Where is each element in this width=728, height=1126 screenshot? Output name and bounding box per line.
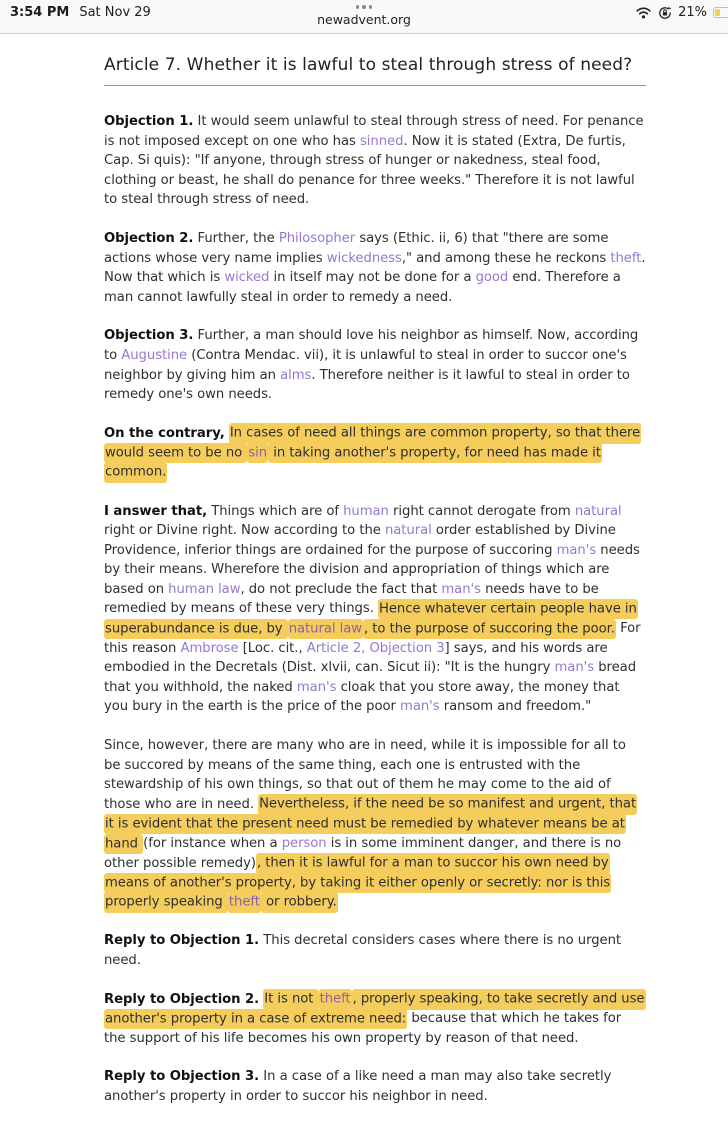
text-run: . Now it is stated (Extra, De furtis, Cap. Si quis): "If anyone, through stress of hunger or nakedness, steal food, clothing or beast, he shall do penance for three weeks." Therefore it is not lawful to steal through stress of need. — [104, 133, 635, 208]
text-link[interactable]: man's — [556, 542, 597, 558]
article-paragraph — [104, 1067, 646, 1106]
text-run: , do not preclude the fact that — [240, 581, 442, 597]
article-paragraph — [104, 112, 646, 210]
text-link[interactable]: natural — [384, 523, 432, 539]
text-run: (Contra Mendac. vii), it is unlawful to steal in order to succor one's neighbor by giving him an — [104, 347, 627, 383]
article-paragraph — [104, 990, 646, 1049]
text-run: It is not — [263, 989, 318, 1010]
text-run: This decretal considers cases where there is no urgent need. — [104, 933, 622, 968]
text-run: Further, a man should love his neighbor as himself. Now, according to — [104, 328, 639, 363]
text-run: Further, the — [193, 230, 279, 246]
text-run: needs have to be remedied by means of these very things. — [104, 581, 599, 617]
text-link[interactable]: man's — [296, 679, 337, 695]
battery-icon — [713, 7, 728, 18]
text-run: (for instance when a — [143, 836, 282, 851]
text-link[interactable]: theft — [610, 250, 642, 266]
clock-time: 3:54 PM — [10, 5, 70, 20]
article-paragraph — [104, 229, 646, 307]
text-link[interactable]: human law — [168, 581, 241, 597]
article-paragraph — [104, 931, 646, 970]
paragraph-lead: Reply to Objection 2. — [104, 991, 260, 1007]
paragraph-lead: Objection 2. — [104, 230, 194, 246]
text-run: in itself may not be done for a — [269, 270, 476, 286]
text-run: end. Therefore a man cannot lawfully steal in order to remedy a need. — [104, 270, 621, 305]
text-link[interactable]: man's — [400, 699, 440, 715]
paragraph-lead: Reply to Objection 3. — [104, 1069, 260, 1085]
text-run: . Therefore neither is it lawful to steal in order to remedy one's own needs. — [104, 367, 630, 403]
text-run: says (Ethic. ii, 6) that "there are some actions whose very name implies — [104, 230, 609, 266]
text-run: Since, however, there are many who are in need, while it is impossible for all to be succored by means of the same thing, each one is entrusted with the stewardship of his own things, so that out of them he may come to the aid of those who are in need. — [104, 738, 626, 812]
text-run: needs by their means. Wherefore the division and appropriation of things which are based on — [104, 542, 640, 597]
text-run: right or Divine right. Now according to the — [104, 523, 385, 539]
text-run: In cases of need all things are common property, so that there would seem to be no — [104, 423, 641, 463]
text-link[interactable]: man's — [441, 581, 481, 597]
title-divider — [104, 85, 646, 86]
text-link[interactable]: alms — [280, 367, 312, 383]
article-title: Article 7. Whether it is lawful to steal through stress of need? — [104, 55, 633, 75]
text-link[interactable]: Philosopher — [278, 230, 356, 246]
text-link[interactable]: man's — [554, 660, 595, 676]
clock-date: Sat Nov 29 — [79, 5, 151, 20]
article-paragraph — [104, 326, 646, 404]
text-link[interactable]: Ambrose — [180, 640, 239, 656]
text-link[interactable]: natural — [574, 503, 622, 519]
text-link[interactable]: Augustine — [121, 347, 188, 363]
text-run: or robbery. — [261, 892, 338, 913]
text-run: , to the purpose of succoring the poor. — [363, 619, 616, 640]
text-run: cloak that you store away, the money that you bury in the earth is the price of the poor — [104, 679, 620, 715]
text-run: Nevertheless, if the need be so manifest and urgent, that it is evident that the present need must be remedied by whatever means be at hand — [104, 794, 637, 854]
paragraph-lead: On the contrary, — [104, 425, 225, 441]
text-link[interactable]: theft — [228, 892, 261, 913]
text-run: [Loc. cit., — [238, 640, 307, 656]
wifi-icon — [635, 6, 652, 19]
article-paragraph — [104, 502, 646, 718]
paragraph-lead: Objection 3. — [104, 328, 194, 344]
page-content — [0, 35, 728, 1126]
text-link[interactable]: human — [343, 503, 389, 519]
text-run: because that which he takes for the support of his life becomes his own property by reason of that need. — [104, 1011, 622, 1046]
text-run: . Now that which is — [104, 250, 646, 286]
text-run: is in some imminent danger, and there is no other possible remedy) — [104, 836, 622, 871]
article-paragraph — [104, 424, 646, 483]
paragraph-lead: I answer that, — [104, 503, 208, 519]
rotation-lock-icon — [658, 6, 672, 20]
status-bar — [0, 0, 728, 34]
text-run: Hence whatever certain people have in superabundance is due, by — [104, 599, 638, 639]
text-link[interactable]: wickedness — [326, 250, 402, 266]
article-paragraph — [104, 736, 646, 912]
text-run: order established by Divine Providence, inferior things are ordained for the purpose of succoring — [104, 523, 616, 558]
article-body — [104, 112, 646, 1107]
text-run: ransom and freedom." — [439, 699, 592, 715]
text-run: In a case of a like need a man may also take secretly another's property in order to succor his neighbor in need. — [104, 1069, 612, 1104]
text-run: bread that you withhold, the naked — [104, 660, 637, 695]
text-link[interactable]: sin — [247, 443, 268, 464]
text-link[interactable]: theft — [319, 989, 352, 1010]
battery-percent: 21% — [678, 5, 707, 20]
text-link[interactable]: Article 2, Objection 3 — [306, 640, 445, 656]
text-run: ] says, and his words are embodied in the Decretals (Dist. xlvii, can. Sicut ii): "It is the hungry — [104, 640, 608, 676]
text-run: in taking another's property, for need has made it common. — [104, 443, 602, 483]
paragraph-lead: Objection 1. — [104, 114, 194, 129]
address-bar-url[interactable]: newadvent.org — [317, 11, 411, 27]
text-run: ," and among these he reckons — [401, 250, 611, 266]
text-link[interactable]: person — [281, 836, 327, 851]
text-link[interactable]: wicked — [224, 270, 270, 286]
paragraph-lead: Reply to Objection 1. — [104, 933, 260, 949]
text-link[interactable]: good — [475, 270, 509, 286]
text-link[interactable]: natural law — [288, 619, 363, 640]
page-menu-ellipsis-icon[interactable] — [350, 3, 379, 11]
text-run: It would seem unlawful to steal through stress of need. For penance is not imposed except on one who has — [104, 114, 644, 149]
text-run: For this reason — [104, 621, 641, 656]
text-run: right cannot derogate from — [388, 503, 575, 519]
text-run: , properly speaking, to take secretly and use another's property in a case of extreme need: — [104, 989, 646, 1029]
text-run: Things which are of — [207, 503, 344, 519]
text-run: , then it is lawful for a man to succor his own need by means of another's property, by taking it either openly or secretly: nor is this properly speaking — [104, 853, 611, 913]
text-link[interactable]: sinned — [359, 133, 404, 149]
